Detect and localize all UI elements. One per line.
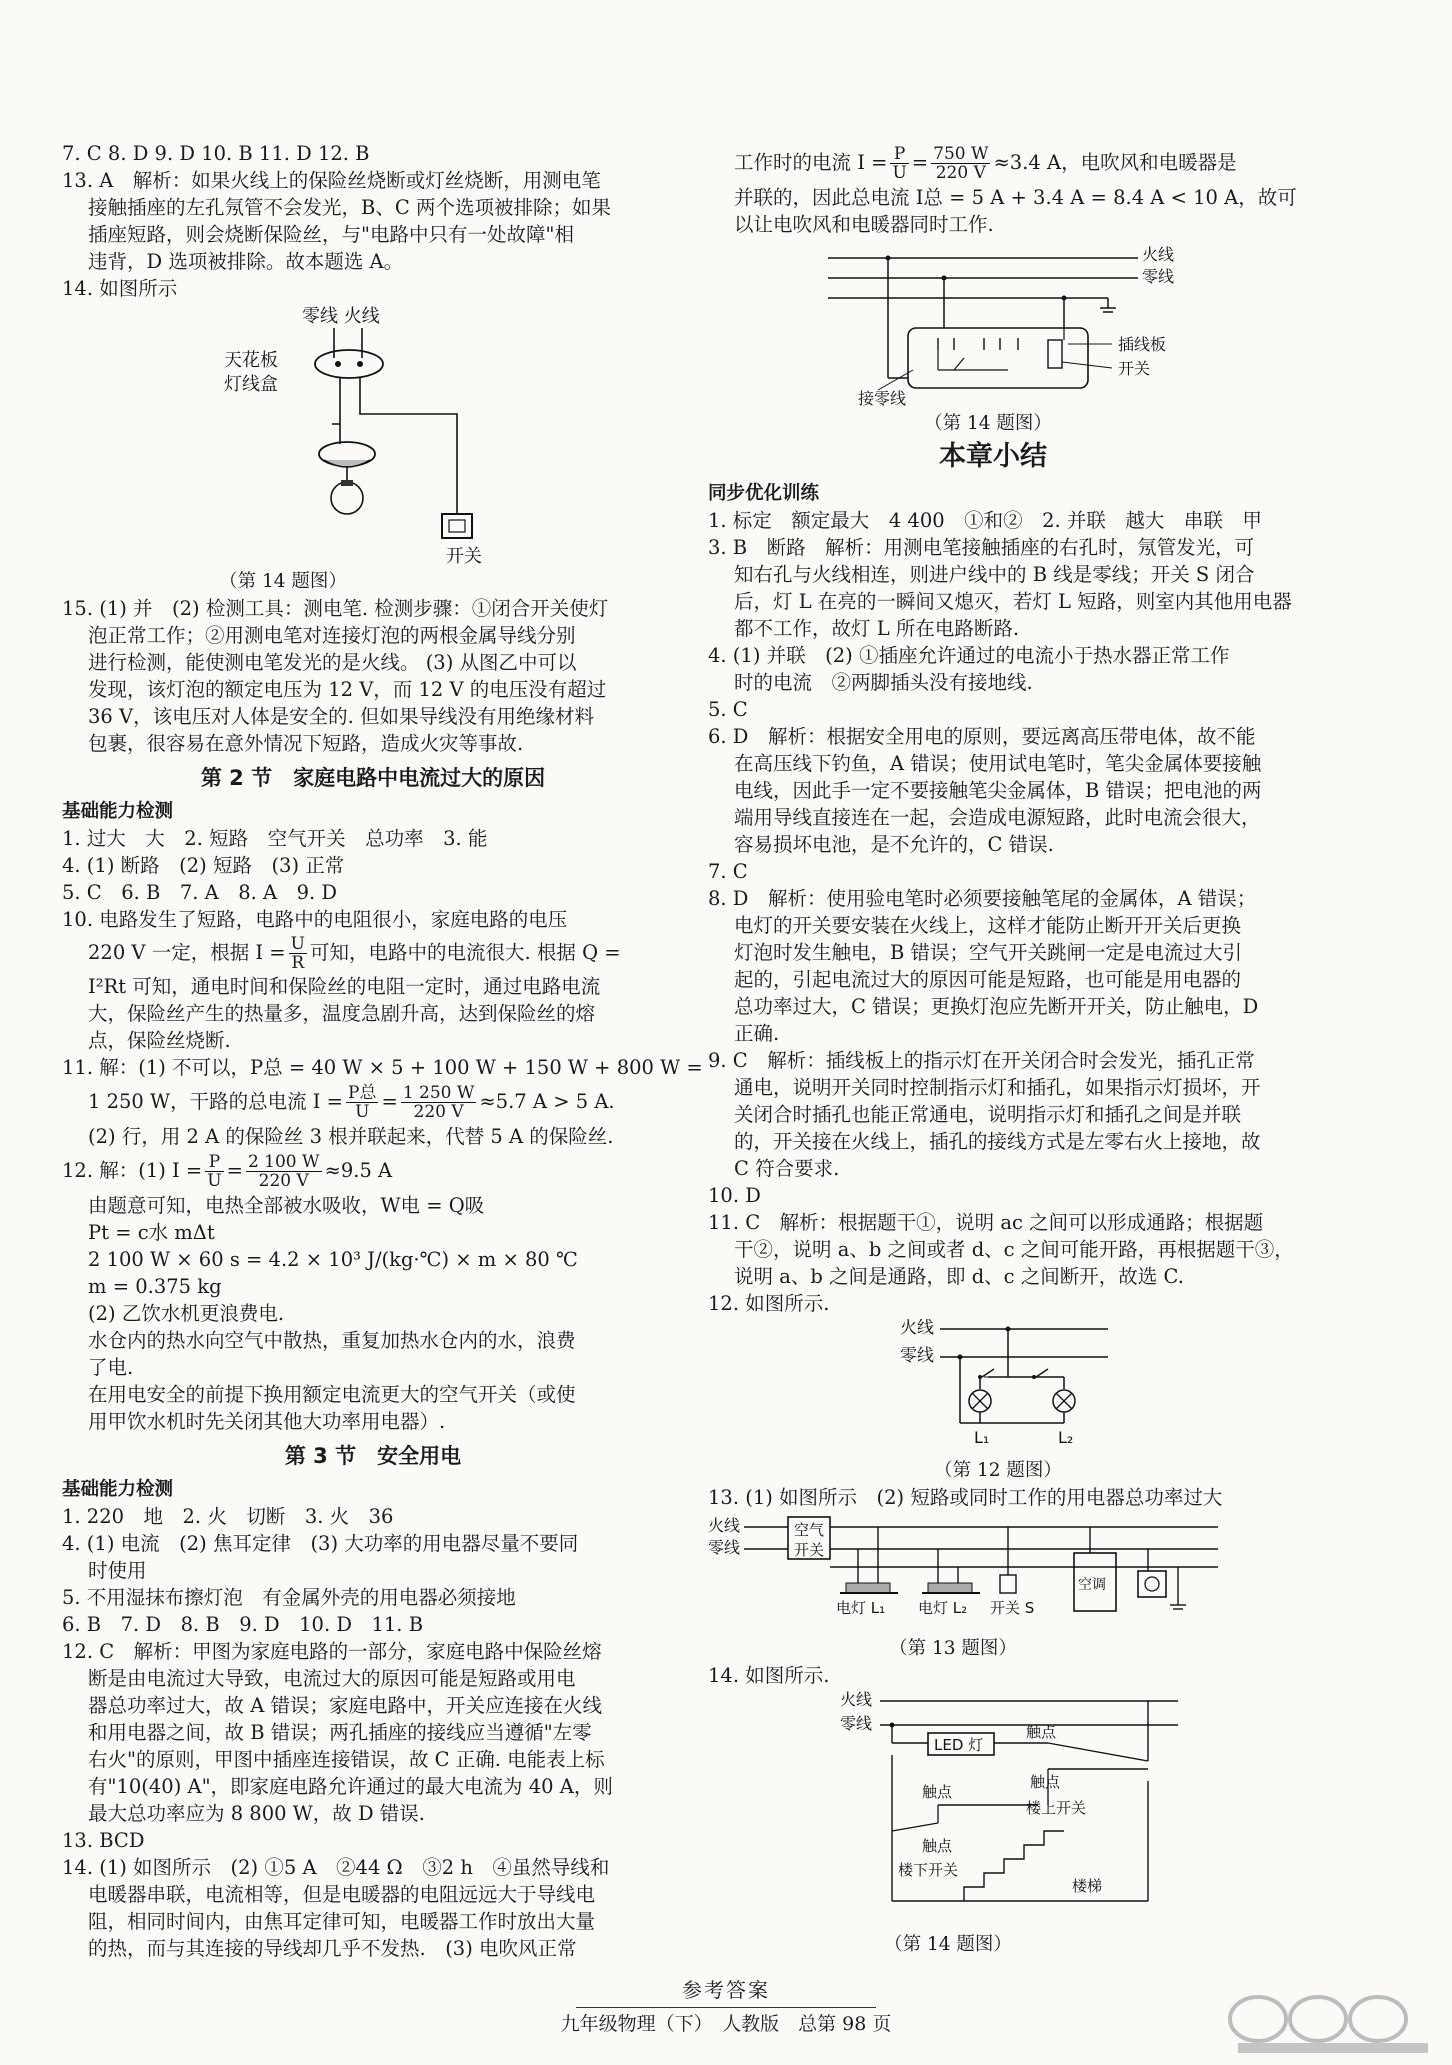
figure-two-lamps bbox=[708, 1319, 1348, 1455]
answer-line: 5. 不用湿抹布擦灯泡 有金属外壳的用电器必须接地 bbox=[62, 1586, 516, 1609]
answer-line: 6. B 7. D 8. B 9. D 10. D 11. B bbox=[62, 1613, 424, 1636]
answer-line: 4. (1) 断路 (2) 短路 (3) 正常 bbox=[62, 854, 345, 877]
fraction: $\frac{2 100 W}{220 V}$ bbox=[247, 1152, 320, 1191]
footer-rule bbox=[576, 2007, 876, 2008]
figure-home-circuit bbox=[708, 1513, 1348, 1633]
answer-line: 正确. bbox=[734, 1022, 780, 1045]
answer-line: 7. C 8. D 9. D 10. B 11. D 12. B bbox=[62, 142, 370, 165]
answer-line: 9. C 解析：插线板上的指示灯在开关闭合时会发光，插孔正常 bbox=[708, 1049, 1255, 1072]
fig-label: 火线 bbox=[840, 1691, 873, 1709]
answer-line: 14. 如图所示. bbox=[708, 1664, 830, 1687]
answer-line: (2) 乙饮水机更浪费电. bbox=[88, 1302, 285, 1325]
answer-line: 6. D 解析：根据安全用电的原则，要远离高压带电体，故不能 bbox=[708, 725, 1256, 748]
answer-line: 时使用 bbox=[88, 1559, 147, 1582]
answer-line: 并联的，因此总电流 I总 = 5 A + 3.4 A = 8.4 A < 10 A，故可 bbox=[734, 186, 1297, 209]
answer-line: 220 V 一定，根据 I = $\frac{U}{R}$ 可知，电路中的电流很大. 根据 Q = bbox=[88, 934, 621, 973]
figure-caption: （第 14 题图） bbox=[884, 1934, 1012, 1955]
fig-label: 插线板 bbox=[1118, 335, 1167, 354]
fig-label: 零线 bbox=[840, 1714, 873, 1733]
section-subtitle: 基础能力检测 bbox=[62, 801, 174, 822]
answer-line: 10. 电路发生了短路，电路中的电阻很小，家庭电路的电压 bbox=[62, 908, 568, 931]
two-lamps-circuit bbox=[708, 1319, 1348, 1455]
answer-line: 14. (1) 如图所示 (2) ①5 A ②44 Ω ③2 h ④虽然导线和 bbox=[62, 1856, 610, 1879]
figure-stair-switch bbox=[708, 1691, 1348, 1929]
fig-label: 空气 bbox=[794, 1521, 825, 1539]
fig-label: L₂ bbox=[1058, 1428, 1074, 1447]
answer-line: 1. 过大 大 2. 短路 空气开关 总功率 3. 能 bbox=[62, 827, 488, 850]
answer-line: 36 V，该电压对人体是安全的. 但如果导线没有用绝缘材料 bbox=[88, 705, 594, 728]
answer-line: 总功率过大，C 错误；更换灯泡应先断开开关，防止触电，D bbox=[734, 995, 1259, 1018]
answer-line: 端用导线直接连在一起，会造成电源短路，此时电流会很大， bbox=[734, 806, 1261, 829]
answer-line: 器总功率过大，故 A 错误；家庭电路中，开关应连接在火线 bbox=[88, 1694, 602, 1717]
answer-line: 电暖器串联，电流相等，但是电暖器的电阻远远大于导线电 bbox=[88, 1883, 596, 1906]
answer-line: 断是由电流过大导致，电流过大的原因可能是短路或用电 bbox=[88, 1667, 576, 1690]
fig-label: 零线 火线 bbox=[302, 306, 380, 327]
answer-line: (2) 行，用 2 A 的保险丝 3 根并联起来，代替 5 A 的保险丝. bbox=[88, 1125, 614, 1148]
fraction: $\frac{P}{U}$ bbox=[207, 1152, 222, 1191]
fig-label: LED 灯 bbox=[934, 1736, 984, 1754]
answer-line: 点，保险丝烧断. bbox=[88, 1029, 231, 1052]
answer-line: 13. A 解析：如果火线上的保险丝烧断或灯丝烧断，用测电笔 bbox=[62, 169, 601, 192]
answer-line: 干②，说明 a、b 之间或者 d、c 之间可能开路，再根据题干③， bbox=[734, 1238, 1294, 1261]
answer-line: 11. C 解析：根据题干①，说明 ac 之间可以形成通路；根据题 bbox=[708, 1211, 1264, 1234]
answer-line: 的，开关接在火线上，插孔的接线方式是左零右火上接地，故 bbox=[734, 1130, 1261, 1153]
fig-label: 触点 bbox=[1030, 1773, 1061, 1791]
figure-power-strip bbox=[708, 240, 1348, 408]
fig-label: 火线 bbox=[708, 1516, 741, 1535]
answer-line: 电灯的开关要安装在火线上，这样才能防止断开开关后更换 bbox=[734, 914, 1242, 937]
answer-line: 7. C bbox=[708, 860, 748, 883]
fig-label: 火线 bbox=[1142, 245, 1175, 264]
answer-line: 用甲饮水机时先关闭其他大功率用电器）. bbox=[88, 1410, 446, 1433]
section-title: 第 3 节 安全用电 bbox=[284, 1444, 462, 1468]
fig-label: L₁ bbox=[974, 1428, 990, 1447]
section-title: 第 2 节 家庭电路中电流过大的原因 bbox=[200, 766, 546, 790]
answer-line: 最大总功率应为 8 800 W，故 D 错误. bbox=[88, 1802, 425, 1825]
fig-label: 触点 bbox=[922, 1783, 953, 1801]
fig-label: 空调 bbox=[1078, 1577, 1106, 1593]
stair-switch-diagram bbox=[708, 1691, 1348, 1929]
fig-label: 电灯 L₂ bbox=[918, 1599, 968, 1617]
fig-label: 开关 bbox=[446, 546, 482, 566]
answer-line: 容易损坏电池，是不允许的，C 错误. bbox=[734, 833, 1054, 856]
answer-line: 14. 如图所示 bbox=[62, 277, 178, 300]
answer-line: 知右孔与火线相连，则进户线中的 B 线是零线；开关 S 闭合 bbox=[734, 563, 1255, 586]
home-circuit-diagram bbox=[708, 1513, 1348, 1633]
fraction: $\frac{1 250 W}{220 V}$ bbox=[402, 1083, 475, 1122]
power-strip-diagram bbox=[708, 240, 1348, 408]
answer-line: 1. 标定 额定最大 4 400 ①和② 2. 并联 越大 串联 甲 bbox=[708, 509, 1262, 532]
answer-line: 灯泡时发生触电，B 错误；空气开关跳闸一定是电流过大引 bbox=[734, 941, 1243, 964]
answer-line: 插座短路，则会烧断保险丝，与"电路中只有一处故障"相 bbox=[88, 223, 574, 246]
answer-line: 起的，引起电流过大的原因可能是短路，也可能是用电器的 bbox=[734, 968, 1242, 991]
fig-label: 开关 S bbox=[990, 1599, 1035, 1617]
answer-line: 10. D bbox=[708, 1184, 761, 1207]
answer-line: 泡正常工作；②用测电笔对连接灯泡的两根金属导线分别 bbox=[88, 624, 576, 647]
fraction: $\frac{P}{U}$ bbox=[892, 144, 907, 183]
ceiling-lamp-diagram bbox=[62, 304, 684, 566]
answer-line: 通电，说明开关同时控制指示灯和插孔，如果指示灯损坏，开 bbox=[734, 1076, 1261, 1099]
answer-line: 1. 220 地 2. 火 切断 3. 火 36 bbox=[62, 1505, 394, 1528]
fig-label: 楼梯 bbox=[1072, 1877, 1103, 1895]
answer-line: 12. 解：(1) I = $\frac{P}{U}$ = $\frac{2 100 W}{220 V}$ ≈9.5 A bbox=[62, 1152, 393, 1191]
answer-line: 大，保险丝产生的热量多，温度急剧升高，达到保险丝的熔 bbox=[88, 1002, 596, 1025]
figure-caption: （第 14 题图） bbox=[924, 413, 1052, 434]
answer-line: 12. 如图所示. bbox=[708, 1292, 830, 1315]
answer-line: 12. C 解析：甲图为家庭电路的一部分，家庭电路中保险丝熔 bbox=[62, 1640, 602, 1663]
fig-label: 开关 bbox=[794, 1541, 825, 1559]
answer-line: m = 0.375 kg bbox=[88, 1275, 222, 1298]
answer-line: 关闭合时插孔也能正常通电，说明指示灯和插孔之间是并联 bbox=[734, 1103, 1242, 1126]
answer-line: 发现，该灯泡的额定电压为 12 V，而 12 V 的电压没有超过 bbox=[88, 678, 607, 701]
answer-line: 阻，相同时间内，由焦耳定律可知，电暖器工作时放出大量 bbox=[88, 1910, 596, 1933]
fraction: $\frac{750 W}{220 V}$ bbox=[933, 144, 989, 183]
answer-line: 由题意可知，电热全部被水吸收，W电 = Q吸 bbox=[88, 1194, 485, 1217]
right-column bbox=[708, 142, 1348, 1958]
answer-line: 以让电吹风和电暖器同时工作. bbox=[734, 213, 994, 236]
answer-line: 3. B 断路 解析：用测电笔接触插座的右孔时，氖管发光，可 bbox=[708, 536, 1255, 559]
answer-line: 说明 a、b 之间是通路，即 d、c 之间断开，故选 C. bbox=[734, 1265, 1184, 1288]
answer-line: I²Rt 可知，通电时间和保险丝的电阻一定时，通过电路电流 bbox=[88, 975, 601, 998]
watermark-logo-icon bbox=[1218, 1987, 1438, 2057]
answer-line: 都不工作，故灯 L 所在电路断路. bbox=[734, 617, 1020, 640]
answer-line: 1 250 W，干路的总电流 I = $\frac{\text{P总}}{U}$ = $\frac{1 250 W}{220 V}$ ≈5.7 A > 5 A. bbox=[88, 1083, 615, 1122]
chapter-title: 本章小结 bbox=[939, 441, 1047, 472]
figure-caption: （第 14 题图） bbox=[219, 571, 347, 592]
fig-label: 楼上开关 bbox=[1026, 1799, 1087, 1817]
answer-line: 时的电流 ②两脚插头没有接地线. bbox=[734, 671, 1033, 694]
fraction: $\frac{U}{R}$ bbox=[290, 934, 305, 973]
fig-label: 触点 bbox=[922, 1837, 953, 1855]
answer-line: 包裹，很容易在意外情况下短路，造成火灾等事故. bbox=[88, 732, 524, 755]
fig-label: 零线 bbox=[1142, 267, 1175, 286]
figure-caption: （第 13 题图） bbox=[889, 1638, 1017, 1659]
fig-label: 零线 bbox=[900, 1346, 934, 1366]
answer-line: 电线，因此手一定不要接触笔尖金属体，B 错误；把电池的两 bbox=[734, 779, 1262, 802]
answer-line: 13. BCD bbox=[62, 1829, 145, 1852]
fig-label: 零线 bbox=[708, 1538, 741, 1557]
answer-line: C 符合要求. bbox=[734, 1157, 840, 1180]
answer-line: 5. C bbox=[708, 698, 748, 721]
section-subtitle: 同步优化训练 bbox=[708, 483, 820, 504]
fig-label: 电灯 L₁ bbox=[836, 1599, 886, 1617]
answer-line: 进行检测，能使测电笔发光的是火线。 (3) 从图乙中可以 bbox=[88, 651, 577, 674]
answer-line: Pt = c水 mΔt bbox=[88, 1221, 215, 1244]
answer-line: 在高压线下钓鱼，A 错误；使用试电笔时，笔尖金属体要接触 bbox=[734, 752, 1262, 775]
answer-line: 接触插座的左孔氖管不会发光，B、C 两个选项被排除；如果 bbox=[88, 196, 611, 219]
fig-label: 楼下开关 bbox=[898, 1861, 959, 1879]
answer-line: 2 100 W × 60 s = 4.2 × 10³ J/(kg·℃) × m × 80 ℃ bbox=[88, 1248, 578, 1271]
answer-line: 违背，D 选项被排除。故本题选 A。 bbox=[88, 250, 404, 273]
answer-line: 4. (1) 电流 (2) 焦耳定律 (3) 大功率的用电器尽量不要同 bbox=[62, 1532, 579, 1555]
answer-line: 后，灯 L 在亮的一瞬间又熄灭，若灯 L 短路，则室内其他用电器 bbox=[734, 590, 1292, 613]
answer-line: 8. D 解析：使用验电笔时必须要接触笔尾的金属体，A 错误； bbox=[708, 887, 1257, 910]
footer-subtitle: 九年级物理（下） 人教版 总第 98 页 bbox=[560, 2013, 892, 2035]
fig-label: 火线 bbox=[900, 1319, 934, 1338]
figure-caption: （第 12 题图） bbox=[934, 1460, 1062, 1481]
answer-line: 5. C 6. B 7. A 8. A 9. D bbox=[62, 881, 338, 904]
fig-label: 天花板 bbox=[224, 350, 278, 371]
answer-line: 有"10(40) A"，即家庭电路允许通过的最大电流为 40 A，则 bbox=[88, 1775, 613, 1798]
answer-line: 11. 解：(1) 不可以，P总 = 40 W × 5 + 100 W + 150 W + 800 W = bbox=[62, 1056, 703, 1079]
figure-ceiling-lamp bbox=[62, 304, 684, 566]
answer-line: 4. (1) 并联 (2) ①插座允许通过的电流小于热水器正常工作 bbox=[708, 644, 1230, 667]
fraction: $\frac{\text{P总}}{U}$ bbox=[348, 1083, 377, 1122]
answer-line: 了电. bbox=[88, 1356, 134, 1379]
answer-line: 右火"的原则，甲图中插座连接错误，故 C 正确. 电能表上标 bbox=[88, 1748, 605, 1771]
fig-label: 接零线 bbox=[858, 389, 907, 408]
answer-line: 13. (1) 如图所示 (2) 短路或同时工作的用电器总功率过大 bbox=[708, 1486, 1223, 1509]
answer-line: 和用电器之间，故 B 错误；两孔插座的接线应当遵循"左零 bbox=[88, 1721, 592, 1744]
footer-title: 参考答案 bbox=[682, 1978, 770, 2002]
answer-line: 工作时的电流 I = $\frac{P}{U}$ = $\frac{750 W}{220 V}$ ≈3.4 A，电吹风和电暖器是 bbox=[734, 144, 1237, 183]
answer-line: 在用电安全的前提下换用额定电流更大的空气开关（或使 bbox=[88, 1383, 576, 1406]
fig-label: 灯线盒 bbox=[224, 374, 278, 395]
answer-line: 15. (1) 并 (2) 检测工具：测电笔. 检测步骤：①闭合开关使灯 bbox=[62, 597, 609, 620]
answer-line: 的热，而与其连接的导线却几乎不发热. (3) 电吹风正常 bbox=[88, 1937, 577, 1960]
fig-label: 触点 bbox=[1026, 1723, 1057, 1741]
answer-line: 水仓内的热水向空气中散热，重复加热水仓内的水，浪费 bbox=[88, 1329, 576, 1352]
left-column bbox=[62, 140, 703, 1962]
fig-label: 开关 bbox=[1118, 359, 1151, 378]
section-subtitle: 基础能力检测 bbox=[62, 1479, 174, 1500]
